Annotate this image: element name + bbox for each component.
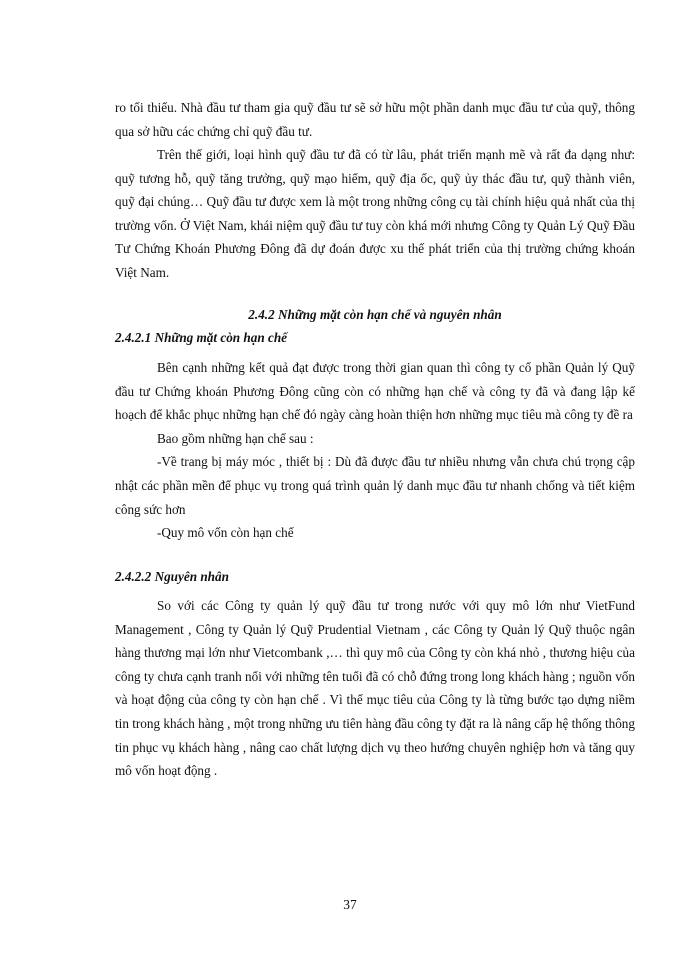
paragraph-block-4 — [115, 594, 635, 783]
paragraph-world-funds: Trên thế giới, loại hình quỹ đầu tư đã có từ lâu, phát triển mạnh mẽ và rất đa dạng như: quỹ tương hỗ, quỹ tăng trưởng, quỹ mạo hiểm, quỹ địa ốc, quỹ ủy thác đầu tư, quỹ thành viên, quỹ đại chúng… Quỹ đầu tư được xem là một trong những công cụ tài chính hiệu quả nhất của thị trường vốn. Ở Việt Nam, khái niệm quỹ đầu tư tuy còn khá mới nhưng Công ty Quản Lý Quỹ Đầu Tư Chứng Khoán Phương Đông đã dự đoán được xu thế phát triển của thị trường chứng khoán Việt Nam. — [115, 147, 635, 280]
paragraph-capital: -Quy mô vốn còn hạn chế — [157, 525, 294, 541]
paragraph-block-1 — [115, 96, 635, 143]
section-heading: 2.4.2 Những mặt còn hạn chế và nguyên nhân — [248, 307, 502, 322]
paragraph-limitations-list-intro: Bao gồm những hạn chế sau : — [157, 430, 314, 446]
subsection-heading-causes: 2.4.2.2 Nguyên nhân — [115, 569, 229, 584]
paragraph-equipment: -Về trang bị máy móc , thiết bị : Dù đã được đầu tư nhiều nhưng vẫn chưa chú trọng cập nhật các phần mền để phục vụ trong quá trình quản lý danh mục đầu tư nhanh chống và tiết kiệm công sức hơn — [115, 454, 635, 517]
paragraph-block-2 — [115, 143, 635, 285]
paragraph-limitations-intro: Bên cạnh những kết quả đạt được trong thời gian quan thì công ty cổ phần Quản lý Quỹ đầu tư Chứng khoán Phương Đông cũng còn có những hạn chế và công ty đã và đang lập kế hoạch để khắc phục những hạn chế đó ngày càng hoàn thiện hơn những mục tiêu mà công ty đề ra — [115, 360, 635, 423]
paragraph-intro: ro tối thiểu. Nhà đầu tư tham gia quỹ đầu tư sẽ sở hữu một phần danh mục đầu tư của quỹ, thông qua sở hữu các chứng chỉ quỹ đầu tư. — [115, 100, 635, 139]
paragraph-block-3 — [115, 356, 635, 545]
subsection-heading-limitations: 2.4.2.1 Những mặt còn hạn chế — [115, 330, 288, 345]
page-number: 37 — [343, 897, 357, 912]
paragraph-causes: So với các Công ty quản lý quỹ đầu tư trong nước với quy mô lớn như VietFund Management , Công ty Quản lý Quỹ Prudential Vietnam , các Công ty Quản lý Quỹ thuộc ngân hàng thương mại lớn như Vietcombank ,… thì quy mô của Công ty còn khá nhỏ , thương hiệu của công ty chưa cạnh tranh nổi với những tên tuổi đã có chỗ đứng trong long khách hàng ; nguồn vốn và hoạt động của công ty còn hạn chế . Vì thế mục tiêu của Công ty là từng bước tạo dựng niềm tin trong khách hàng , một trong những ưu tiên hàng đầu công ty đặt ra là nâng cấp hệ thống thông tin phục vụ khách hàng , nâng cao chất lượng dịch vụ theo hướng chuyên nghiệp hơn và tăng quy mô vốn hoạt động . — [115, 598, 635, 779]
